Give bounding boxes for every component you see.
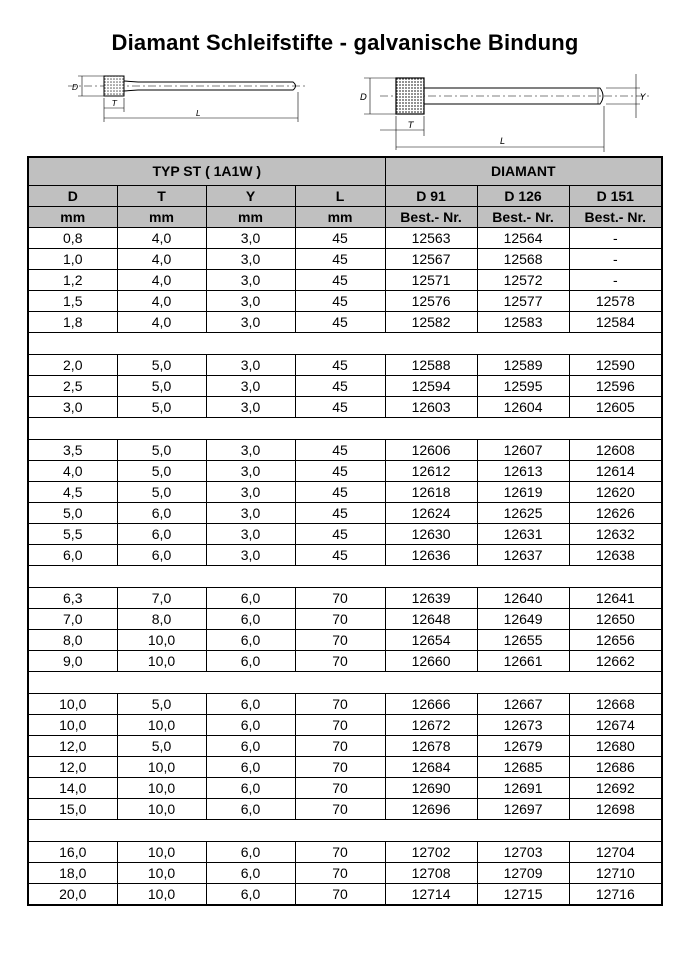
- cell-d126: 12679: [477, 736, 569, 757]
- cell-t: 4,0: [117, 270, 206, 291]
- cell-d91: 12618: [385, 482, 477, 503]
- table-row: [28, 291, 662, 312]
- cell-d126: 12589: [477, 355, 569, 376]
- cell-l: 70: [295, 757, 385, 778]
- table-row: [28, 799, 662, 820]
- table-row: [28, 736, 662, 757]
- cell-d: 6,0: [28, 545, 117, 566]
- cell-y: 3,0: [206, 397, 295, 418]
- cell-d126: 12640: [477, 588, 569, 609]
- table-row: [28, 694, 662, 715]
- cell-d91: 12630: [385, 524, 477, 545]
- technical-drawings: [0, 60, 690, 155]
- spacer-cell: [28, 820, 662, 842]
- cell-d151: 12641: [569, 588, 662, 609]
- cell-d151: 12626: [569, 503, 662, 524]
- cell-l: 70: [295, 884, 385, 906]
- cell-y: 3,0: [206, 249, 295, 270]
- cell-d151: 12680: [569, 736, 662, 757]
- unit-d151: Best.- Nr.: [569, 207, 662, 228]
- cell-d151: 12704: [569, 842, 662, 863]
- cell-d: 5,0: [28, 503, 117, 524]
- header-d151: D 151: [569, 186, 662, 207]
- cell-d91: 12648: [385, 609, 477, 630]
- cell-y: 3,0: [206, 524, 295, 545]
- unit-d91: Best.- Nr.: [385, 207, 477, 228]
- cell-t: 10,0: [117, 715, 206, 736]
- cell-d: 7,0: [28, 609, 117, 630]
- cell-d91: 12708: [385, 863, 477, 884]
- cell-y: 6,0: [206, 799, 295, 820]
- spacer-cell: [28, 672, 662, 694]
- unit-y: mm: [206, 207, 295, 228]
- group-spacer-row: [28, 418, 662, 440]
- cell-l: 45: [295, 249, 385, 270]
- header-d: D: [28, 186, 117, 207]
- group-spacer-row: [28, 820, 662, 842]
- cell-t: 6,0: [117, 545, 206, 566]
- cell-y: 6,0: [206, 884, 295, 906]
- label-d-large: D: [360, 93, 367, 103]
- header-d126: D 126: [477, 186, 569, 207]
- cell-d126: 12703: [477, 842, 569, 863]
- table-row: [28, 228, 662, 249]
- cell-y: 3,0: [206, 482, 295, 503]
- cell-d91: 12666: [385, 694, 477, 715]
- table-row: [28, 503, 662, 524]
- cell-d91: 12672: [385, 715, 477, 736]
- cell-d151: 12578: [569, 291, 662, 312]
- page-title: Diamant Schleifstifte - galvanische Bindung: [111, 30, 579, 55]
- cell-d: 4,5: [28, 482, 117, 503]
- table-row: [28, 863, 662, 884]
- spacer-cell: [28, 566, 662, 588]
- header-t: T: [117, 186, 206, 207]
- cell-d151: 12668: [569, 694, 662, 715]
- cell-y: 3,0: [206, 376, 295, 397]
- cell-d126: 12595: [477, 376, 569, 397]
- cell-d126: 12673: [477, 715, 569, 736]
- cell-l: 45: [295, 397, 385, 418]
- cell-t: 8,0: [117, 609, 206, 630]
- cell-d126: 12685: [477, 757, 569, 778]
- cell-d151: 12614: [569, 461, 662, 482]
- spacer-cell: [28, 418, 662, 440]
- cell-t: 10,0: [117, 757, 206, 778]
- cell-d91: 12702: [385, 842, 477, 863]
- cell-t: 5,0: [117, 736, 206, 757]
- header-d91: D 91: [385, 186, 477, 207]
- cell-d91: 12576: [385, 291, 477, 312]
- cell-d151: 12596: [569, 376, 662, 397]
- cell-d151: -: [569, 270, 662, 291]
- large-pin-drawing: [360, 60, 660, 155]
- cell-l: 45: [295, 503, 385, 524]
- cell-t: 5,0: [117, 440, 206, 461]
- cell-t: 10,0: [117, 842, 206, 863]
- table-row: [28, 312, 662, 333]
- cell-l: 45: [295, 545, 385, 566]
- cell-d151: 12650: [569, 609, 662, 630]
- cell-y: 6,0: [206, 736, 295, 757]
- cell-d151: 12662: [569, 651, 662, 672]
- cell-d126: 12577: [477, 291, 569, 312]
- table-row: [28, 715, 662, 736]
- cell-t: 7,0: [117, 588, 206, 609]
- group-spacer-row: [28, 333, 662, 355]
- label-l-large: L: [500, 137, 506, 147]
- cell-d91: 12660: [385, 651, 477, 672]
- cell-d: 15,0: [28, 799, 117, 820]
- cell-d: 10,0: [28, 694, 117, 715]
- cell-t: 5,0: [117, 461, 206, 482]
- table-row: [28, 842, 662, 863]
- table-row: [28, 545, 662, 566]
- cell-d91: 12696: [385, 799, 477, 820]
- band-typ: TYP ST ( 1A1W ): [28, 157, 385, 186]
- cell-d91: 12690: [385, 778, 477, 799]
- cell-d: 16,0: [28, 842, 117, 863]
- cell-d: 1,0: [28, 249, 117, 270]
- cell-l: 45: [295, 461, 385, 482]
- cell-d126: 12607: [477, 440, 569, 461]
- cell-d151: -: [569, 249, 662, 270]
- cell-y: 3,0: [206, 228, 295, 249]
- cell-y: 6,0: [206, 609, 295, 630]
- cell-d: 12,0: [28, 757, 117, 778]
- table-row: [28, 757, 662, 778]
- cell-d151: 12632: [569, 524, 662, 545]
- cell-t: 4,0: [117, 312, 206, 333]
- cell-d: 20,0: [28, 884, 117, 906]
- cell-d151: 12674: [569, 715, 662, 736]
- header-l: L: [295, 186, 385, 207]
- cell-d91: 12684: [385, 757, 477, 778]
- cell-d126: 12568: [477, 249, 569, 270]
- cell-t: 4,0: [117, 249, 206, 270]
- cell-l: 70: [295, 630, 385, 651]
- group-spacer-row: [28, 672, 662, 694]
- cell-l: 45: [295, 312, 385, 333]
- cell-t: 10,0: [117, 651, 206, 672]
- cell-d: 6,3: [28, 588, 117, 609]
- cell-d91: 12639: [385, 588, 477, 609]
- cell-d: 1,5: [28, 291, 117, 312]
- cell-d91: 12714: [385, 884, 477, 906]
- cell-l: 70: [295, 715, 385, 736]
- cell-t: 5,0: [117, 355, 206, 376]
- cell-y: 3,0: [206, 291, 295, 312]
- cell-d126: 12631: [477, 524, 569, 545]
- cell-d91: 12654: [385, 630, 477, 651]
- table-row: [28, 397, 662, 418]
- cell-y: 3,0: [206, 270, 295, 291]
- cell-l: 70: [295, 694, 385, 715]
- cell-t: 5,0: [117, 482, 206, 503]
- cell-t: 10,0: [117, 863, 206, 884]
- cell-d: 3,0: [28, 397, 117, 418]
- cell-y: 3,0: [206, 440, 295, 461]
- unit-d: mm: [28, 207, 117, 228]
- cell-d91: 12582: [385, 312, 477, 333]
- table-row: [28, 249, 662, 270]
- label-y-large: Y: [640, 93, 646, 103]
- cell-d126: 12637: [477, 545, 569, 566]
- cell-l: 70: [295, 736, 385, 757]
- cell-t: 10,0: [117, 778, 206, 799]
- cell-d: 9,0: [28, 651, 117, 672]
- cell-t: 5,0: [117, 397, 206, 418]
- cell-d126: 12604: [477, 397, 569, 418]
- cell-y: 6,0: [206, 715, 295, 736]
- cell-d91: 12571: [385, 270, 477, 291]
- units-row: [28, 207, 662, 228]
- label-d-small: D: [72, 83, 79, 92]
- cell-y: 6,0: [206, 651, 295, 672]
- cell-l: 70: [295, 799, 385, 820]
- cell-d91: 12588: [385, 355, 477, 376]
- table-row: [28, 651, 662, 672]
- cell-d151: 12584: [569, 312, 662, 333]
- label-t-large: T: [408, 121, 414, 131]
- cell-d91: 12567: [385, 249, 477, 270]
- cell-d: 8,0: [28, 630, 117, 651]
- cell-y: 3,0: [206, 461, 295, 482]
- table-row: [28, 482, 662, 503]
- cell-t: 4,0: [117, 291, 206, 312]
- unit-d126: Best.- Nr.: [477, 207, 569, 228]
- cell-t: 4,0: [117, 228, 206, 249]
- cell-l: 45: [295, 440, 385, 461]
- cell-d91: 12636: [385, 545, 477, 566]
- cell-d: 2,5: [28, 376, 117, 397]
- cell-d126: 12583: [477, 312, 569, 333]
- table-row: [28, 440, 662, 461]
- header-y: Y: [206, 186, 295, 207]
- band-row: [28, 157, 662, 186]
- table-row: [28, 609, 662, 630]
- cell-l: 45: [295, 228, 385, 249]
- cell-d: 1,8: [28, 312, 117, 333]
- cell-d151: 12686: [569, 757, 662, 778]
- cell-l: 70: [295, 651, 385, 672]
- cell-t: 10,0: [117, 630, 206, 651]
- cell-d: 0,8: [28, 228, 117, 249]
- cell-y: 6,0: [206, 630, 295, 651]
- cell-l: 70: [295, 778, 385, 799]
- small-pin-drawing: [68, 60, 308, 130]
- cell-l: 45: [295, 355, 385, 376]
- cell-d151: 12605: [569, 397, 662, 418]
- table-row: [28, 778, 662, 799]
- group-spacer-row: [28, 566, 662, 588]
- cell-d151: 12656: [569, 630, 662, 651]
- cell-d126: 12697: [477, 799, 569, 820]
- cell-t: 10,0: [117, 884, 206, 906]
- cell-d126: 12564: [477, 228, 569, 249]
- cell-d: 12,0: [28, 736, 117, 757]
- table-row: [28, 461, 662, 482]
- cell-d: 14,0: [28, 778, 117, 799]
- table-row: [28, 524, 662, 545]
- cell-l: 45: [295, 482, 385, 503]
- cell-d: 1,2: [28, 270, 117, 291]
- cell-d126: 12667: [477, 694, 569, 715]
- cell-d91: 12594: [385, 376, 477, 397]
- cell-d91: 12606: [385, 440, 477, 461]
- header-row: [28, 186, 662, 207]
- cell-t: 5,0: [117, 694, 206, 715]
- cell-d91: 12624: [385, 503, 477, 524]
- unit-l: mm: [295, 207, 385, 228]
- cell-d: 4,0: [28, 461, 117, 482]
- cell-l: 45: [295, 376, 385, 397]
- band-diamant: DIAMANT: [385, 157, 662, 186]
- cell-y: 6,0: [206, 778, 295, 799]
- table-row: [28, 884, 662, 906]
- cell-d91: 12612: [385, 461, 477, 482]
- cell-d91: 12563: [385, 228, 477, 249]
- cell-d126: 12572: [477, 270, 569, 291]
- cell-t: 6,0: [117, 503, 206, 524]
- cell-d151: 12608: [569, 440, 662, 461]
- cell-d126: 12691: [477, 778, 569, 799]
- cell-y: 6,0: [206, 588, 295, 609]
- table-row: [28, 588, 662, 609]
- cell-d151: 12620: [569, 482, 662, 503]
- label-t-small: T: [112, 99, 117, 108]
- cell-l: 70: [295, 863, 385, 884]
- cell-y: 3,0: [206, 355, 295, 376]
- cell-d151: 12692: [569, 778, 662, 799]
- cell-y: 3,0: [206, 503, 295, 524]
- cell-d151: 12710: [569, 863, 662, 884]
- cell-d126: 12619: [477, 482, 569, 503]
- cell-l: 70: [295, 842, 385, 863]
- cell-l: 70: [295, 609, 385, 630]
- cell-y: 6,0: [206, 694, 295, 715]
- cell-d: 3,5: [28, 440, 117, 461]
- table-row: [28, 630, 662, 651]
- cell-y: 6,0: [206, 863, 295, 884]
- cell-l: 45: [295, 291, 385, 312]
- cell-d126: 12625: [477, 503, 569, 524]
- table-row: [28, 355, 662, 376]
- cell-d: 18,0: [28, 863, 117, 884]
- cell-d151: 12716: [569, 884, 662, 906]
- cell-t: 10,0: [117, 799, 206, 820]
- spacer-cell: [28, 333, 662, 355]
- cell-d151: -: [569, 228, 662, 249]
- table-row: [28, 270, 662, 291]
- cell-d91: 12603: [385, 397, 477, 418]
- cell-l: 45: [295, 270, 385, 291]
- cell-d126: 12661: [477, 651, 569, 672]
- cell-d151: 12590: [569, 355, 662, 376]
- cell-t: 5,0: [117, 376, 206, 397]
- cell-d126: 12709: [477, 863, 569, 884]
- cell-t: 6,0: [117, 524, 206, 545]
- cell-d126: 12649: [477, 609, 569, 630]
- cell-y: 3,0: [206, 312, 295, 333]
- table-row: [28, 376, 662, 397]
- cell-d126: 12613: [477, 461, 569, 482]
- cell-d151: 12698: [569, 799, 662, 820]
- cell-d: 2,0: [28, 355, 117, 376]
- label-l-small: L: [196, 109, 201, 118]
- cell-d: 10,0: [28, 715, 117, 736]
- cell-d: 5,5: [28, 524, 117, 545]
- unit-t: mm: [117, 207, 206, 228]
- cell-d126: 12655: [477, 630, 569, 651]
- cell-y: 6,0: [206, 842, 295, 863]
- cell-l: 70: [295, 588, 385, 609]
- cell-y: 6,0: [206, 757, 295, 778]
- spec-table: [27, 156, 663, 906]
- cell-y: 3,0: [206, 545, 295, 566]
- cell-l: 45: [295, 524, 385, 545]
- cell-d126: 12715: [477, 884, 569, 906]
- cell-d91: 12678: [385, 736, 477, 757]
- cell-d151: 12638: [569, 545, 662, 566]
